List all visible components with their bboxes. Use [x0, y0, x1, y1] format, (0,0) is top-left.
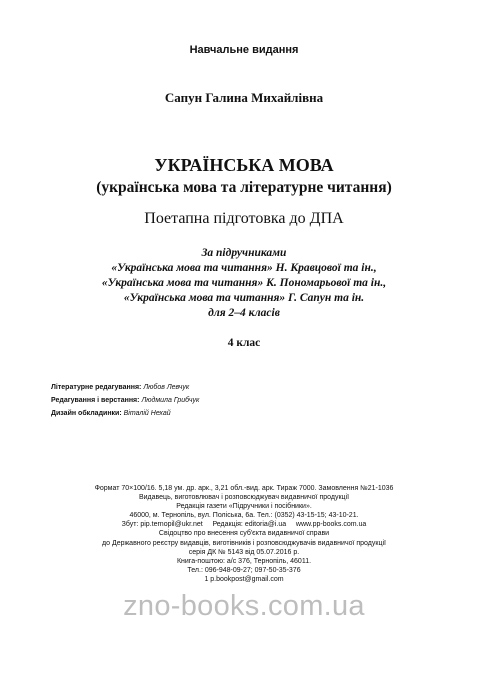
imprint-line: 46000, м. Тернопіль, вул. Поліська, 6а. Тел.: (0352) 43-15-15; 43-10-21. [129, 512, 359, 520]
author-name: Сапун Галина Михайлівна [164, 90, 324, 105]
imprint-line: Тел.: 096-948-09-27; 097-50-35-376 [187, 566, 301, 574]
credit-value: Любов Левчук [143, 384, 190, 391]
textbooks-grades: для 2–4 класів [208, 307, 280, 319]
textbooks-block [0, 246, 488, 321]
imprint-line: Формат 70×100/16. 5,18 ум. др. арк., 3,21 обл.-вид. арк. Тираж 7000. Замовлення №21-1036 [94, 485, 394, 492]
textbook-line: «Українська мова та читання» Г. Сапун та ін. [123, 292, 365, 304]
credit-row [51, 407, 199, 420]
imprint-line: серія ДК № 5143 від 05.07.2016 р. [188, 548, 300, 556]
credit-label: Редагування і верстання: [51, 397, 140, 404]
credit-row [51, 394, 199, 407]
imprint-line: Редакція газети «Підручники і посібники». [176, 503, 312, 511]
book-subtitle: (українська мова та літературне читання) [96, 179, 392, 196]
imprint-line: до Державного реєстру видавців, виготівників і розповсюджувачів видавничої продукції [102, 539, 386, 547]
credit-label: Літературне редагування: [51, 384, 142, 391]
book-series: Поетапна підготовка до ДПА [144, 210, 344, 227]
imprint-line: 1 p.bookpost@gmail.com [204, 575, 284, 583]
edition-type: Навчальне видання [189, 44, 299, 56]
imprint-line: Збут: pip.ternopil@ukr.net Редакція: editoria@i.ua www.pp-books.com.ua [121, 521, 367, 529]
watermark: zno-books.com.ua [123, 590, 365, 622]
credit-label: Дизайн обкладинки: [51, 410, 122, 417]
book-title: УКРАЇНСЬКА МОВА [154, 155, 334, 175]
imprint-block [0, 484, 488, 584]
credit-row [51, 381, 199, 394]
imprint-line: Видавець, виготовлювач і розповсюджувач видавничої продукції [138, 494, 350, 502]
imprint-line: Книга-поштою: а/с 376, Тернопіль, 46011. [176, 557, 312, 565]
grade-label: 4 клас [227, 337, 261, 349]
credit-value: Віталій Нехай [123, 410, 171, 417]
credit-value: Людмила Грибчук [141, 397, 200, 404]
textbooks-heading: За підручниками [201, 247, 287, 259]
imprint-line: Свідоцтво про внесення суб'єкта видавничої справи [158, 530, 330, 538]
textbook-line: «Українська мова та читання» К. Пономарьової та ін., [101, 277, 387, 289]
textbook-line: «Українська мова та читання» Н. Кравцової та ін., [111, 262, 377, 274]
credits-block [51, 381, 199, 420]
